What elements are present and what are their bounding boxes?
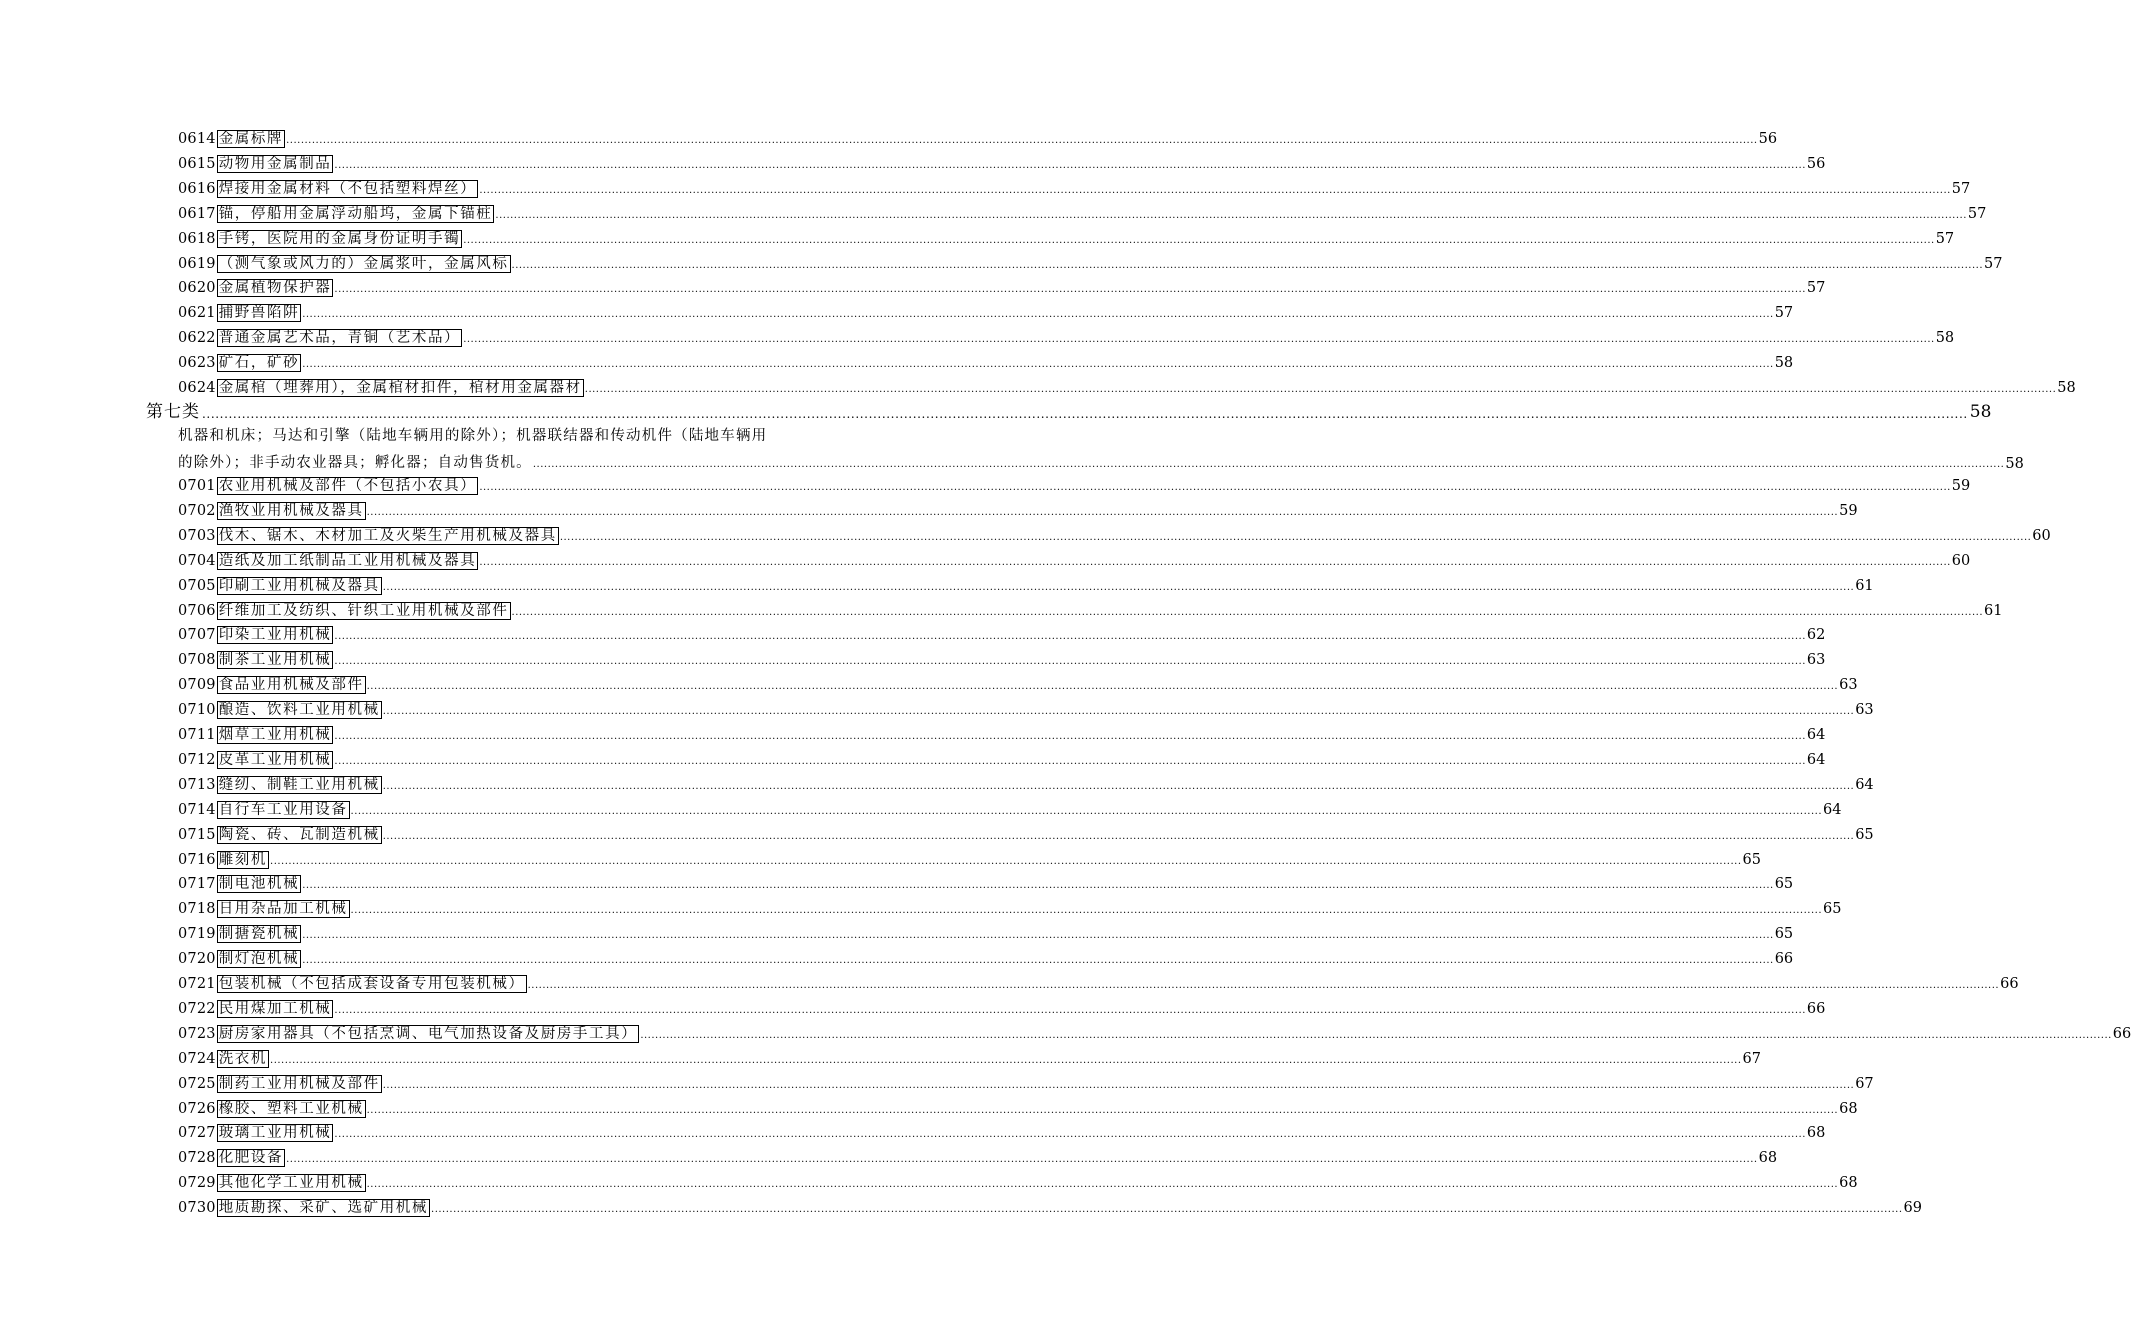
toc-entry-title[interactable]: 伐木、锯木、木材加工及火柴生产用机械及器具: [218, 527, 557, 544]
toc-entry-title[interactable]: 锚，停船用金属浮动船坞，金属下锚桩: [218, 205, 493, 222]
toc-entry-page: 69: [1903, 1200, 1922, 1217]
toc-entry-page: 62: [1806, 627, 1826, 644]
leader-dots: ................................................................................................................................................................................................................................................................................................................................................................................................................: [431, 1204, 1903, 1216]
toc-entry-page: 56: [1758, 131, 1778, 147]
leader-dots: ................................................................................................................................................................................................................................................................................................................................................................................................................: [382, 830, 1855, 842]
toc-entry-page: 68: [1839, 1100, 1858, 1117]
class-description-line2: 的除外）；非手动农业器具；孵化器；自动售货机。: [178, 455, 532, 471]
toc-entry-code: 0706: [178, 602, 216, 619]
toc-entry-code: 0709: [178, 677, 216, 694]
toc-entry-code: 0618: [178, 230, 216, 247]
toc-entry[interactable]: [178, 1120, 1826, 1142]
toc-entry-title[interactable]: 制药工业用机械及部件: [218, 1075, 380, 1092]
leader-dots: ................................................................................................................................................................................................................................................................................................................................................................................................................: [382, 780, 1855, 792]
toc-entry-page: 66: [2112, 1025, 2131, 1042]
toc-entry-title[interactable]: 烟草工业用机械: [218, 727, 332, 743]
toc-entry[interactable]: [178, 548, 1971, 570]
toc-entry[interactable]: [178, 747, 1826, 769]
toc-entry[interactable]: [178, 498, 1858, 520]
toc-entry[interactable]: [178, 201, 1987, 223]
toc-entry-page: 60: [1951, 552, 1971, 569]
leader-dots: ................................................................................................................................................................................................................................................................................................................................................................................................................: [532, 459, 2005, 470]
toc-entry[interactable]: [178, 226, 1955, 248]
toc-entry[interactable]: [178, 251, 2003, 273]
toc-entry-page: 63: [1806, 652, 1826, 669]
leader-dots: ................................................................................................................................................................................................................................................................................................................................................................................................................: [584, 384, 2057, 395]
toc-entry-code: 0710: [178, 702, 216, 719]
leader-dots: ................................................................................................................................................................................................................................................................................................................................................................................................................: [366, 1104, 1839, 1116]
toc-entry[interactable]: [178, 797, 1842, 819]
toc-entry-title[interactable]: 玻璃工业用机械: [218, 1125, 332, 1142]
class-heading-page: 58: [1969, 402, 1992, 422]
toc-entry-code: 0702: [178, 502, 216, 519]
toc-entry[interactable]: [178, 896, 1842, 918]
toc-entry-page: 61: [1984, 602, 2003, 619]
leader-dots: ................................................................................................................................................................................................................................................................................................................................................................................................................: [511, 606, 1983, 618]
toc-entry[interactable]: [178, 1145, 1778, 1167]
toc-entry-page: 57: [1984, 255, 2003, 272]
toc-entry-page: 66: [2000, 976, 2019, 992]
class-description-line1: 机器和机床；马达和引擎（陆地车辆用的除外）；机器联结器和传动机件（陆地车辆用: [178, 428, 768, 444]
toc-entry-page: 57: [1935, 230, 1955, 247]
toc-entry-code: 0705: [178, 577, 216, 594]
toc-entry-title[interactable]: 制茶工业用机械: [218, 652, 332, 669]
toc-entry-page: 65: [1774, 926, 1794, 943]
toc-entry-title[interactable]: 印染工业用机械: [218, 627, 332, 644]
toc-entry[interactable]: [178, 573, 1874, 595]
leader-dots: ................................................................................................................................................................................................................................................................................................................................................................................................................: [382, 581, 1855, 593]
toc-entry-code: 0726: [178, 1100, 216, 1117]
toc-entry-code: 0616: [178, 180, 216, 197]
toc-entry-title[interactable]: 矿石，矿砂: [218, 355, 300, 372]
toc-entry[interactable]: [178, 871, 1794, 893]
toc-entry[interactable]: [178, 300, 1794, 322]
toc-entry-code: 0729: [178, 1175, 216, 1192]
toc-entry[interactable]: [178, 847, 1761, 869]
toc-entry-title[interactable]: 厨房家用器具（不包括烹调、电气加热设备及厨房手工具）: [218, 1025, 638, 1042]
toc-entry-page: 57: [1951, 180, 1971, 197]
toc-entry[interactable]: [178, 151, 1826, 173]
toc-entry-code: 0714: [178, 801, 216, 818]
leader-dots: ................................................................................................................................................................................................................................................................................................................................................................................................................: [495, 209, 1967, 221]
toc-entry-title[interactable]: 皮革工业用机械: [218, 751, 332, 768]
toc-entry-title[interactable]: 陶瓷、砖、瓦制造机械: [218, 826, 380, 843]
toc-entry-code: 0614: [178, 131, 216, 147]
toc-entry-title[interactable]: 雕刻机: [218, 851, 268, 868]
leader-dots: ................................................................................................................................................................................................................................................................................................................................................................................................................: [334, 159, 1806, 171]
leader-dots: ................................................................................................................................................................................................................................................................................................................................................................................................................: [302, 309, 1774, 321]
leader-dots: ................................................................................................................................................................................................................................................................................................................................................................................................................: [463, 234, 1935, 246]
toc-entry[interactable]: [178, 946, 1794, 968]
toc-entry-title[interactable]: 印刷工业用机械及器具: [218, 577, 380, 594]
toc-entry[interactable]: [178, 647, 1826, 669]
toc-entry-title[interactable]: 洗衣机: [218, 1050, 268, 1067]
toc-entry-code: 0725: [178, 1075, 216, 1092]
leader-dots: ................................................................................................................................................................................................................................................................................................................................................................................................................: [366, 1179, 1839, 1191]
toc-entry-page: 57: [1806, 280, 1826, 297]
leader-dots: ................................................................................................................................................................................................................................................................................................................................................................................................................: [302, 930, 1774, 942]
toc-entry-code: 0615: [178, 155, 216, 172]
leader-dots: ................................................................................................................................................................................................................................................................................................................................................................................................................: [302, 880, 1774, 892]
toc-entry-code: 0711: [178, 727, 216, 743]
leader-dots: ................................................................................................................................................................................................................................................................................................................................................................................................................: [527, 980, 2000, 991]
toc-entry-page: 66: [1806, 1000, 1826, 1017]
toc-entry-page: 56: [1806, 155, 1826, 172]
toc-entry-title[interactable]: 缝纫、制鞋工业用机械: [218, 776, 380, 793]
toc-entry-page: 64: [1855, 776, 1874, 793]
toc-entry[interactable]: [178, 1071, 1874, 1093]
toc-entry-title[interactable]: 金属植物保护器: [218, 280, 332, 297]
toc-entry-page: 65: [1742, 851, 1761, 868]
leader-dots: ................................................................................................................................................................................................................................................................................................................................................................................................................: [334, 731, 1806, 742]
toc-entry-page: 58: [1935, 330, 1955, 347]
toc-entry-code: 0730: [178, 1200, 216, 1217]
toc-entry-code: 0712: [178, 751, 216, 768]
toc-entry-code: 0724: [178, 1050, 216, 1067]
toc-entry[interactable]: [178, 772, 1874, 794]
toc-entry-code: 0728: [178, 1150, 216, 1167]
toc-entry-title[interactable]: 手铐，医院用的金属身份证明手镯: [218, 230, 461, 247]
leader-dots: ................................................................................................................................................................................................................................................................................................................................................................................................................: [463, 334, 1935, 346]
toc-entry-page: 67: [1855, 1075, 1874, 1092]
toc-entry-page: 64: [1823, 801, 1842, 818]
toc-entry[interactable]: [178, 350, 1794, 372]
toc-entry-code: 0623: [178, 355, 216, 372]
class-description[interactable]: [178, 424, 2024, 472]
toc-entry[interactable]: [178, 921, 1794, 943]
toc-entry-page: 65: [1855, 826, 1874, 843]
leader-dots: ................................................................................................................................................................................................................................................................................................................................................................................................................: [334, 1004, 1806, 1016]
class-description-line2-row: [178, 448, 2024, 472]
toc-entry-title[interactable]: （测气象或风力的）金属浆叶，金属风标: [218, 255, 509, 272]
leader-dots: ................................................................................................................................................................................................................................................................................................................................................................................................................: [382, 1079, 1855, 1091]
toc-entry-page: 59: [1839, 502, 1858, 519]
toc-entry-code: 0715: [178, 826, 216, 843]
leader-dots: ................................................................................................................................................................................................................................................................................................................................................................................................................: [511, 259, 1983, 271]
toc-entry-code: 0721: [178, 976, 216, 992]
toc-entry-title[interactable]: 制灯泡机械: [218, 951, 300, 968]
toc-entry[interactable]: [178, 325, 1955, 347]
toc-entry-page: 57: [1967, 205, 1987, 222]
toc-entry-page: 68: [1758, 1150, 1778, 1167]
toc-entry-code: 0713: [178, 776, 216, 793]
toc-entry-title[interactable]: 自行车工业用设备: [218, 801, 348, 818]
toc-entry[interactable]: [178, 622, 1826, 644]
leader-dots: ................................................................................................................................................................................................................................................................................................................................................................................................................: [559, 531, 2032, 543]
toc-entry-title[interactable]: 金属标牌: [218, 131, 284, 147]
toc-entry[interactable]: [178, 176, 1971, 198]
toc-entry[interactable]: [178, 1170, 1858, 1192]
toc-entry-page: 67: [1742, 1050, 1761, 1067]
toc-entry-code: 0707: [178, 627, 216, 644]
toc-entry-page: 60: [2032, 527, 2051, 544]
toc-entry-title[interactable]: 其他化学工业用机械: [218, 1175, 364, 1192]
class-heading-title: 第七类: [146, 402, 200, 422]
leader-dots: ................................................................................................................................................................................................................................................................................................................................................................................................................: [270, 1054, 1742, 1066]
toc-entry-code: 0723: [178, 1025, 216, 1042]
toc-entry[interactable]: [178, 697, 1874, 719]
leader-dots: ................................................................................................................................................................................................................................................................................................................................................................................................................: [270, 855, 1742, 867]
toc-entry-code: 0617: [178, 205, 216, 222]
toc-entry-title[interactable]: 造纸及加工纸制品工业用机械及器具: [218, 552, 477, 569]
toc-entry[interactable]: [178, 722, 1826, 744]
toc-entry-code: 0727: [178, 1125, 216, 1142]
toc-entry[interactable]: [178, 822, 1874, 844]
toc-entry-title[interactable]: 渔牧业用机械及器具: [218, 502, 364, 519]
toc-entry-page: 68: [1806, 1125, 1826, 1142]
toc-entry-code: 0624: [178, 380, 216, 396]
toc-entry[interactable]: [178, 672, 1858, 694]
toc-entry-code: 0708: [178, 652, 216, 669]
toc-entry-title[interactable]: 动物用金属制品: [218, 155, 332, 172]
toc-entry-code: 0722: [178, 1000, 216, 1017]
toc-entry-code: 0621: [178, 305, 216, 322]
toc-entry-title[interactable]: 制电池机械: [218, 876, 300, 893]
toc-entry-page: 66: [1774, 951, 1794, 968]
toc-entry-page: 61: [1855, 577, 1874, 594]
toc-entry-title[interactable]: 酿造、饮料工业用机械: [218, 702, 380, 719]
toc-entry[interactable]: [178, 1096, 1858, 1118]
toc-entry-title[interactable]: 包装机械（不包括成套设备专用包装机械）: [218, 976, 525, 992]
leader-dots: ................................................................................................................................................................................................................................................................................................................................................................................................................: [286, 135, 1758, 146]
toc-entry-title[interactable]: 普通金属艺术品，青铜（艺术品）: [218, 330, 461, 347]
leader-dots: ................................................................................................................................................................................................................................................................................................................................................................................................................: [202, 407, 1968, 421]
leader-dots: ................................................................................................................................................................................................................................................................................................................................................................................................................: [366, 681, 1839, 693]
toc-entry-code: 0703: [178, 527, 216, 544]
toc-entry[interactable]: [178, 375, 2076, 397]
toc-entry-page: 65: [1823, 901, 1842, 918]
toc-entry-page: 65: [1774, 876, 1794, 893]
toc-entry-title[interactable]: 食品业用机械及部件: [218, 677, 364, 694]
toc-entry-title[interactable]: 橡胶、塑料工业机械: [218, 1100, 364, 1117]
leader-dots: ................................................................................................................................................................................................................................................................................................................................................................................................................: [302, 359, 1774, 371]
toc-entry-code: 0720: [178, 951, 216, 968]
toc-entry-title[interactable]: 焊接用金属材料（不包括塑料焊丝）: [218, 180, 477, 197]
class-description-page: 58: [2005, 456, 2024, 472]
toc-entry-code: 0701: [178, 478, 216, 494]
toc-entry-page: 58: [2057, 380, 2076, 396]
leader-dots: ................................................................................................................................................................................................................................................................................................................................................................................................................: [350, 805, 1822, 817]
leader-dots: ................................................................................................................................................................................................................................................................................................................................................................................................................: [286, 1154, 1758, 1166]
toc-entry-page: 59: [1951, 478, 1971, 494]
toc-entry-title[interactable]: 地质勘探、采矿、选矿用机械: [218, 1200, 429, 1217]
leader-dots: ................................................................................................................................................................................................................................................................................................................................................................................................................: [334, 656, 1806, 668]
toc-entry[interactable]: [178, 473, 1971, 495]
toc-entry[interactable]: [178, 996, 1826, 1018]
leader-dots: ................................................................................................................................................................................................................................................................................................................................................................................................................: [334, 284, 1806, 296]
leader-dots: ................................................................................................................................................................................................................................................................................................................................................................................................................: [479, 482, 1951, 493]
toc-entry-page: 58: [1774, 355, 1794, 372]
leader-dots: ................................................................................................................................................................................................................................................................................................................................................................................................................: [334, 1129, 1806, 1141]
toc-entry[interactable]: [178, 971, 2019, 993]
toc-entry-code: 0704: [178, 552, 216, 569]
toc-entry-code: 0718: [178, 901, 216, 918]
class-heading[interactable]: [146, 398, 1992, 422]
toc-entry[interactable]: [178, 1021, 2131, 1043]
toc-entry-page: 64: [1806, 751, 1826, 768]
toc-entry[interactable]: [178, 1195, 1922, 1217]
toc-entry[interactable]: [178, 598, 2003, 620]
toc-entry-page: 64: [1806, 727, 1826, 743]
toc-entry-title[interactable]: 民用煤加工机械: [218, 1000, 332, 1017]
toc-entry-page: 68: [1839, 1175, 1858, 1192]
leader-dots: ................................................................................................................................................................................................................................................................................................................................................................................................................: [366, 506, 1839, 518]
toc-entry[interactable]: [178, 126, 1778, 148]
toc-entry-title[interactable]: 化肥设备: [218, 1150, 284, 1167]
toc-entry-code: 0717: [178, 876, 216, 893]
toc-entry-page: 63: [1855, 702, 1874, 719]
leader-dots: ................................................................................................................................................................................................................................................................................................................................................................................................................: [640, 1029, 2112, 1041]
toc-entry-title[interactable]: 农业用机械及部件（不包括小农具）: [218, 478, 477, 494]
toc-entry-page: 63: [1839, 677, 1858, 694]
leader-dots: ................................................................................................................................................................................................................................................................................................................................................................................................................: [479, 556, 1951, 568]
leader-dots: ................................................................................................................................................................................................................................................................................................................................................................................................................: [479, 184, 1951, 196]
toc-entry-code: 0719: [178, 926, 216, 943]
toc-entry-title[interactable]: 制搪瓷机械: [218, 926, 300, 943]
leader-dots: ................................................................................................................................................................................................................................................................................................................................................................................................................: [382, 706, 1855, 718]
leader-dots: ................................................................................................................................................................................................................................................................................................................................................................................................................: [350, 905, 1822, 917]
leader-dots: ................................................................................................................................................................................................................................................................................................................................................................................................................: [334, 631, 1806, 643]
toc-entry-code: 0620: [178, 280, 216, 297]
toc-entry[interactable]: [178, 523, 2051, 545]
toc-entry-code: 0716: [178, 851, 216, 868]
toc-entry-title[interactable]: 金属棺（埋葬用），金属棺材扣件，棺材用金属器材: [218, 380, 582, 396]
toc-entry-title[interactable]: 纤维加工及纺织、针织工业用机械及部件: [218, 602, 509, 619]
toc-entry[interactable]: [178, 1046, 1761, 1068]
toc-entry-title[interactable]: 日用杂品加工机械: [218, 901, 348, 918]
leader-dots: ................................................................................................................................................................................................................................................................................................................................................................................................................: [302, 955, 1774, 967]
toc-entry[interactable]: [178, 275, 1826, 297]
toc-entry-code: 0619: [178, 255, 216, 272]
toc-entry-page: 57: [1774, 305, 1794, 322]
leader-dots: ................................................................................................................................................................................................................................................................................................................................................................................................................: [334, 755, 1806, 767]
toc-entry-code: 0622: [178, 330, 216, 347]
toc-entry-title[interactable]: 捕野兽陷阱: [218, 305, 300, 322]
